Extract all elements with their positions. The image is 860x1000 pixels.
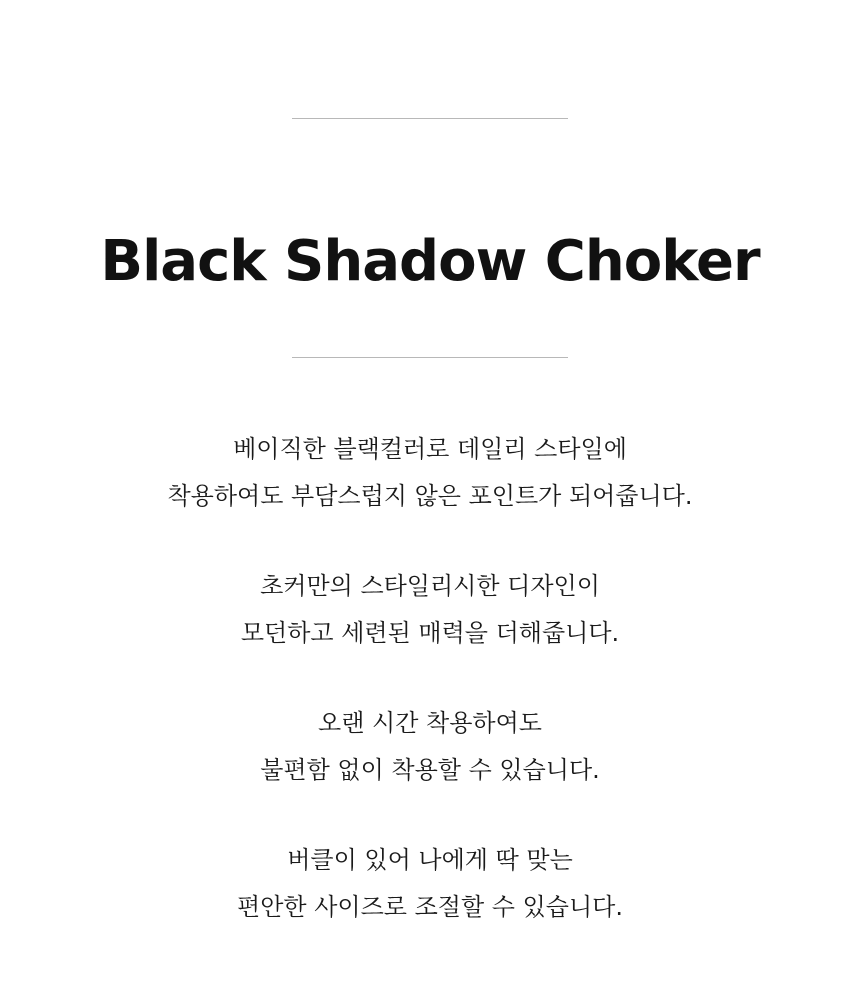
description-line: 불편함 없이 착용할 수 있습니다. <box>260 756 600 784</box>
description-line: 모던하고 세련된 매력을 더해줍니다. <box>240 619 620 647</box>
description-paragraph-2 <box>0 563 860 657</box>
description-paragraph-4 <box>0 837 860 931</box>
product-title: Black Shadow Choker <box>100 228 760 294</box>
description-paragraph-1 <box>0 426 860 520</box>
description-line: 착용하여도 부담스럽지 않은 포인트가 되어줍니다. <box>167 482 693 510</box>
description-line: 오랜 시간 착용하여도 <box>318 709 542 737</box>
description-line: 버클이 있어 나에게 딱 맞는 <box>287 846 573 874</box>
description-line: 베이직한 블랙컬러로 데일리 스타일에 <box>233 435 627 463</box>
description-line: 초커만의 스타일리시한 디자인이 <box>260 572 600 600</box>
product-description <box>0 426 860 974</box>
top-divider <box>292 118 568 119</box>
description-line: 편안한 사이즈로 조절할 수 있습니다. <box>237 893 623 921</box>
bottom-divider <box>292 357 568 358</box>
description-paragraph-3 <box>0 700 860 794</box>
